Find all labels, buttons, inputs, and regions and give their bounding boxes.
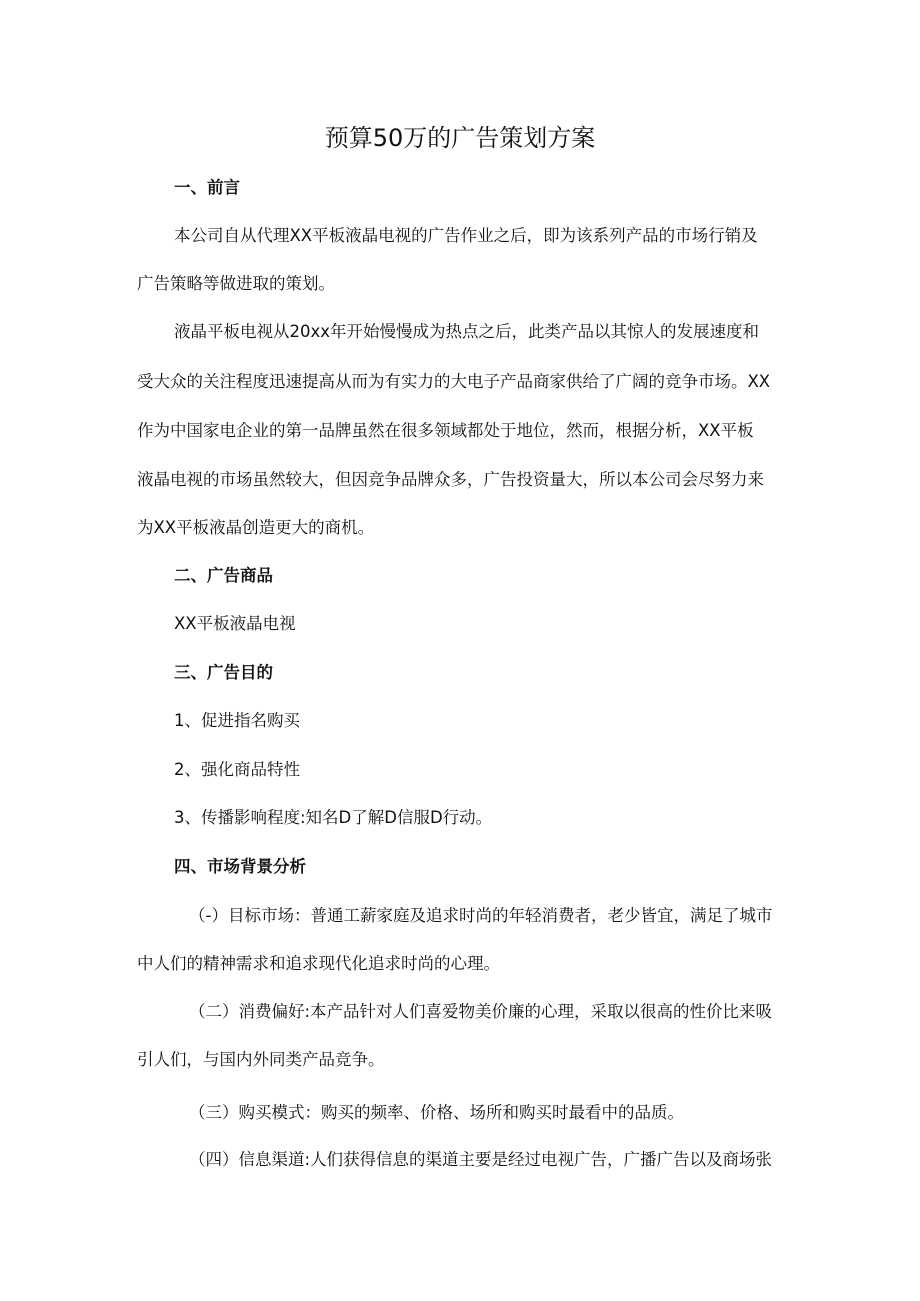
- section-heading-intro: 一、前言: [174, 178, 240, 197]
- paragraph-line: （四）信息渠道:人们获得信息的渠道主要是经过电视广告，广播广告以及商场张: [189, 1150, 773, 1169]
- paragraph-line: 中人们的精神需求和追求现代化追求时尚的心理。: [137, 954, 500, 973]
- product-name: XX平板液晶电视: [174, 614, 296, 633]
- paragraph-line: 受大众的关注程度迅速提高从而为有实力的大电子产品商家供给了广阔的竞争市场。XX: [137, 372, 771, 391]
- paragraph-line: 广告策略等做进取的策划。: [137, 274, 335, 293]
- paragraph-line: 液晶平板电视从20xx年开始慢慢成为热点之后，此类产品以其惊人的发展速度和: [174, 322, 760, 341]
- goal-item: 1、促进指名购买: [174, 711, 300, 730]
- paragraph-line: 引人们，与国内外同类产品竞争。: [137, 1050, 385, 1069]
- paragraph-line: （三）购买模式：购买的频率、价格、场所和购买时最看中的品质。: [189, 1103, 684, 1122]
- paragraph-line: （-）目标市场：普通工薪家庭及追求时尚的年轻消费者，老少皆宜，满足了城市: [189, 906, 773, 925]
- section-heading-product: 二、广告商品: [174, 566, 273, 585]
- paragraph-line: 作为中国家电企业的第一品牌虽然在很多领域都处于地位，然而，根据分析，XX平板: [137, 421, 754, 440]
- section-heading-market: 四、市场背景分析: [174, 857, 306, 876]
- paragraph-line: 液晶电视的市场虽然较大，但因竞争品牌众多，广告投资量大，所以本公司会尽努力来: [137, 470, 764, 489]
- paragraph-line: 为XX平板液晶创造更大的商机。: [137, 518, 375, 537]
- goal-item: 2、强化商品特性: [174, 760, 300, 779]
- paragraph-line: （二）消费偏好:本产品针对人们喜爱物美价廉的心理，采取以很高的性价比来吸: [189, 1002, 773, 1021]
- document-title: 预算50万的广告策划方案: [324, 124, 596, 152]
- goal-item: 3、传播影响程度:知名D了解D信服D行动。: [174, 808, 493, 827]
- section-heading-goals: 三、广告目的: [174, 663, 273, 682]
- paragraph-line: 本公司自从代理XX平板液晶电视的广告作业之后，即为该系列产品的市场行销及: [174, 226, 758, 245]
